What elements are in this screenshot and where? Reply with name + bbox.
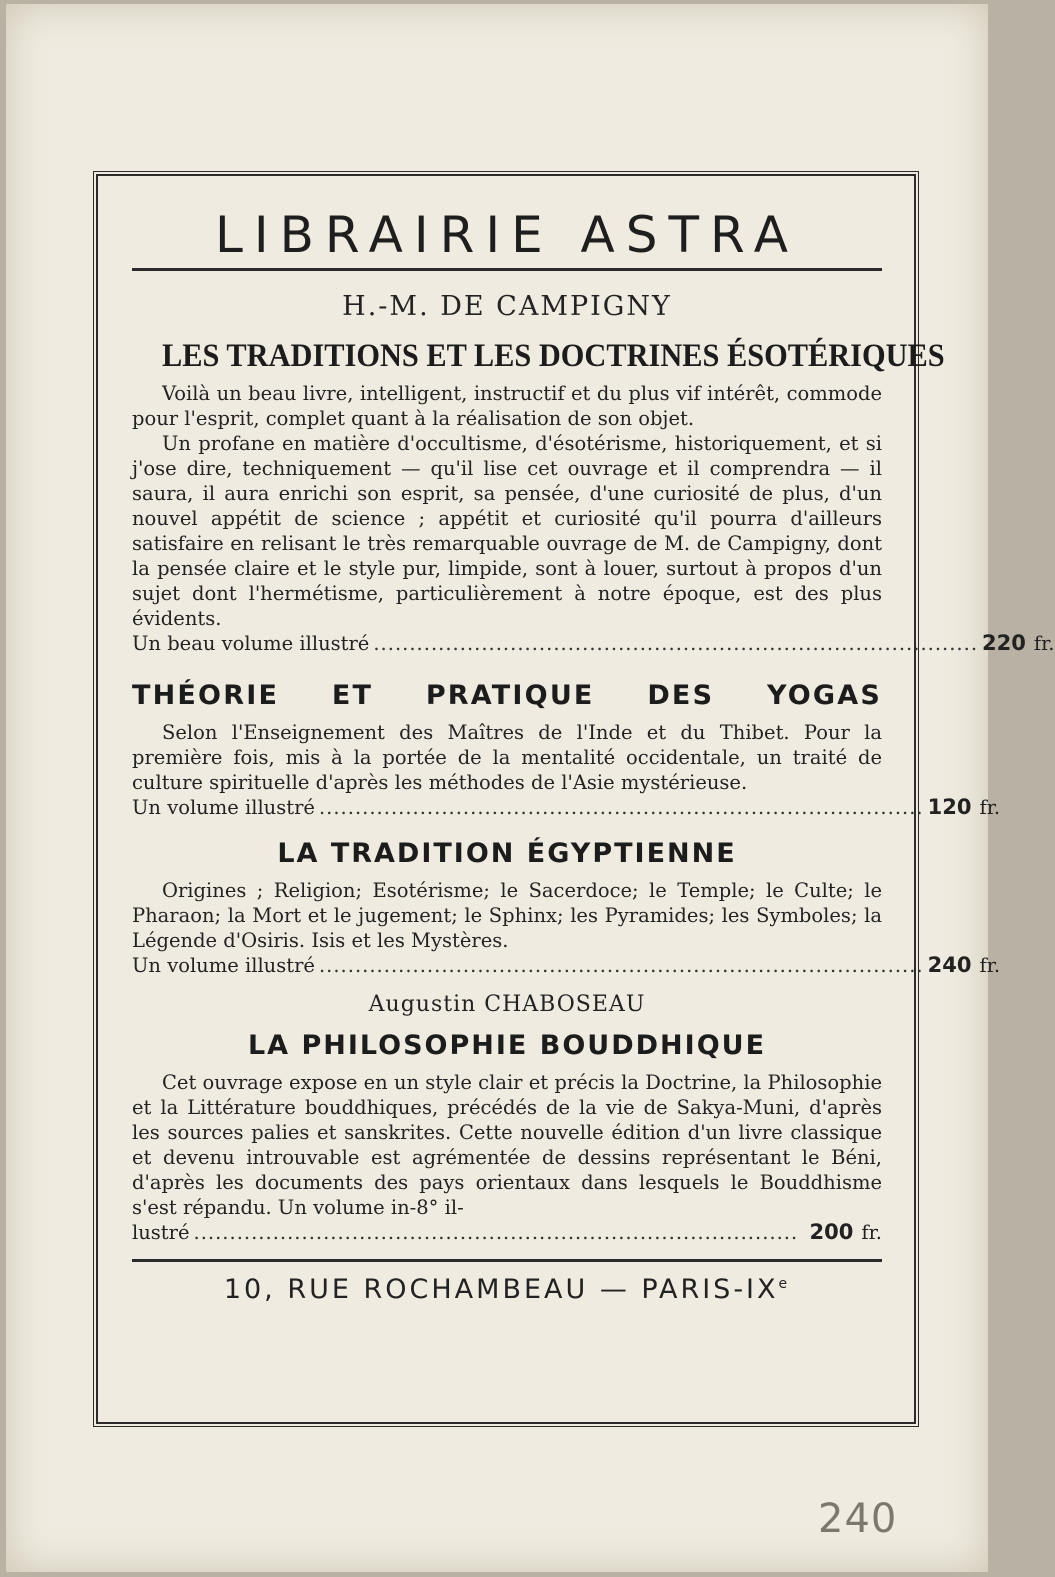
top-rule <box>132 268 882 271</box>
book-1-price-label: Un beau volume illustré <box>132 632 370 655</box>
book-1-paragraph-2-text: Un profane en matière d'occultisme, d'ésotérisme, historiquement, et si j'ose dire, techniquement — qu'il lise cet ouvrage et il comprendra — il saura, il aura enrichi son esprit, sa pensée, d'une curiosité de plus, d'un nouvel appétit de science ; appétit et curiosité qu'il pourra d'ailleurs satisfaire en relisant le très remarquable ouvrage de M. de Campigny, dont la pensée claire et le style pur, limpide, sont à louer, surtout à propos d'un sujet dont l'hermétisme, particulièrement à notre époque, est des plus évidents. <box>132 432 882 630</box>
book-1-unit: fr. <box>1033 632 1055 655</box>
book-2-price-line <box>132 795 1001 820</box>
advert-content <box>132 176 1055 1422</box>
book-4-price-line <box>132 1220 882 1245</box>
leader-dots: .................................................................................... <box>193 1221 799 1244</box>
book-4-text: Cet ouvrage expose en un style clair et précis la Doctrine, la Philosophie et la Littérature bouddhiques, précédés de la vie de Sakya-Muni, d'après les sources palies et sanskrites. Cette nouvelle édition d'un livre classique et devenu introuvable est agrémentée de dessins représentant le Béni, d'après les documents des pays orientaux dans lesquels le Bouddhisme s'est répandu. Un volume in-8° il- <box>132 1071 882 1219</box>
book-1-paragraph-1: Voilà un beau livre, intelligent, instructif et du plus vif intérêt, commode pour l'esprit, complet quant à la réalisation de son objet. <box>132 382 882 430</box>
address-text: 10, RUE ROCHAMBEAU — PARIS-IX <box>223 1274 779 1305</box>
book-4-title: LA PHILOSOPHIE BOUDDHIQUE <box>247 1030 767 1061</box>
book-2-unit: fr. <box>979 796 1001 819</box>
book-3-text: Origines ; Religion; Esotérisme; le Sacerdoce; le Temple; le Culte; le Pharaon; la Mort et le jugement; le Sphinx; les Pyramides; les Symboles; la Légende d'Osiris. Isis et les Mystères. <box>132 879 882 952</box>
book-1-author: H.-M. DE CAMPIGNY <box>342 291 672 322</box>
book-2-title: THÉORIE ET PRATIQUE DES YOGAS <box>132 680 882 711</box>
book-4-author: Augustin CHABOSEAU <box>368 992 646 1017</box>
book-3-price: 240 <box>927 953 972 977</box>
book-2-description <box>132 720 1001 820</box>
publisher-address <box>132 1274 882 1305</box>
pencil-price-mark: 240 <box>818 1496 898 1542</box>
book-2-price-label: Un volume illustré <box>132 796 315 819</box>
book-1-price-line <box>132 631 1055 656</box>
book-1-price: 220 <box>982 631 1026 655</box>
book-1-title: LES TRADITIONS ET LES DOCTRINES ÉSOTÉRIQUES <box>162 338 945 374</box>
book-3-unit: fr. <box>979 954 1001 977</box>
book-4-price-label: lustré <box>132 1221 190 1244</box>
bottom-rule <box>132 1259 882 1262</box>
address-superscript: e <box>778 1276 791 1292</box>
book-3-description <box>132 878 1001 978</box>
book-2-text: Selon l'Enseignement des Maîtres de l'Inde et du Thibet. Pour la première fois, mis à la portée de la mentalité occidentale, un traité de culture spirituelle d'après les méthodes de l'Asie mystérieuse. <box>132 721 882 794</box>
leader-dots: .................................................................................... <box>373 632 979 655</box>
book-1-description <box>132 381 1055 656</box>
book-3-title: LA TRADITION ÉGYPTIENNE <box>277 838 737 869</box>
book-4-description <box>132 1070 882 1245</box>
publisher-name: LIBRAIRIE ASTRA <box>215 206 799 264</box>
page <box>6 4 1055 1572</box>
leader-dots: .................................................................................... <box>318 954 924 977</box>
book-2-price: 120 <box>927 795 972 819</box>
book-1-paragraph-2 <box>132 431 882 631</box>
leader-dots: .................................................................................... <box>318 796 924 819</box>
book-3-price-label: Un volume illustré <box>132 954 315 977</box>
book-4-unit: fr. <box>861 1221 882 1244</box>
advert-frame <box>96 174 1055 1424</box>
book-3-price-line <box>132 953 1001 978</box>
book-4-price: 200 <box>809 1220 854 1244</box>
